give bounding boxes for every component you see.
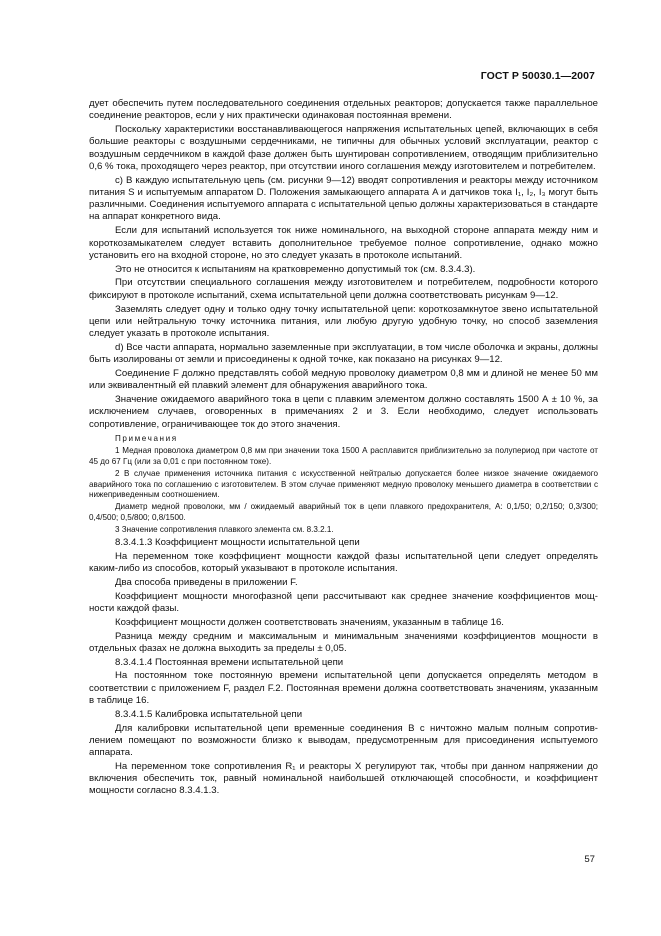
paragraph: дует обеспечить путем последовательного соединения отдельных реакторов; допускается также параллельное соединение реакторов, если у них практически одинаковая постоянная времени. — [89, 98, 598, 122]
paragraph: Поскольку характеристики восстанавливающегося напряжения испытательных цепей, включающих в себя большие реакторы с воздушными сердечниками, не типичны для обычных условий эксплуатации, реактор с воздушным сердечником в каждой фазе должен быть шунтирован сопротивлением, отводящим приблизительно 0,6 % тока, проходящего через реактор, при отсутствии иного соглашения между изготовителем и потребителем. — [89, 124, 598, 172]
paragraph: На постоянном токе постоянную времени испытательной цепи допускается определять методом в соответствии с приложением F, раздел F.2. Постоянная времени должна соответствовать значениям, указанным в таблице 16. — [89, 670, 598, 706]
note-item: 3 Значение сопротивления плавкого элемента см. 8.3.2.1. — [115, 524, 334, 534]
paragraph: На переменном токе сопротивления R₁ и реакторы X регулируют так, чтобы при данном напряжении до включения обеспечить ток, равный номинальной наибольшей отключающей способности, и коэффициент мощности согласно 8.3.4.1.3. — [89, 760, 598, 797]
paragraph: Если для испытаний используется ток ниже номинального, на выходной стороне аппарата между ним и короткозамыкателем следует вставить дополнительное требуемое полное сопротивление, однако можно установить его на входной стороне, но это следует указать в протоколе испытаний. — [89, 225, 598, 261]
paragraph: Разница между средним и максимальным и минимальным значениями коэффициентов мощности в отдельных фазах не должна выходить за пределы ± 0,05. — [89, 630, 598, 654]
paragraph: Это не относится к испытаниям на кратковременно допустимый ток (см. 8.3.4.3). — [115, 263, 476, 275]
note-item: Диаметр медной проволоки, мм / ожидаемый аварийный ток в цепи плавкого предохранителя, А: 0,1/50; 0,2/150; 0,3/300; 0,4/500; 0,5/800; 0,8/1500. — [89, 502, 598, 522]
section-heading: 8.3.4.1.5 Калибровка испытательной цепи — [115, 708, 303, 720]
notes-title: Примечания — [115, 433, 178, 443]
note-item: 1 Медная проволока диаметром 0,8 мм при значении тока 1500 А расплавится приблизительно за полупериод при частоте от 45 до 67 Гц (или за 0,01 с при постоянном токе). — [89, 446, 598, 467]
paragraph: d) Все части аппарата, нормально заземленные при эксплуатации, в том числе оболочка и экраны, должны быть изолированы от земли и присоединены к одной точке, как показано на рисунках 9—12. — [89, 341, 598, 366]
page-number: 57 — [584, 854, 595, 865]
paragraph: Для калибровки испытательной цепи временные соединения B с ничтожно малым полным сопротивлением помещают по возможности близко к выводам, предусмотренным для присоединения испытуемого аппарата. — [89, 722, 598, 759]
paragraph: На переменном токе коэффициент мощности каждой фазы испытательной цепи следует определять каким-либо из способов, который указывают в протоколе испытания. — [89, 550, 598, 574]
paragraph: Заземлять следует одну и только одну точку испытательной цепи: короткозамкнутое звено испытательной цепи или нейтральную точку источника питания, или любую другую удобную точку, но способ заземления следует указать в протоколе испытания. — [89, 303, 598, 340]
paragraph: Значение ожидаемого аварийного тока в цепи с плавким элементом должно составлять 1500 А ± 10 %, за исключением случаев, оговоренных в примечаниях 2 и 3. Если необходимо, следует использовать сопротивление, ограничивающее ток до этого значения. — [89, 394, 598, 430]
paragraph: При отсутствии специального соглашения между изготовителем и потребителем, подробности которого фиксируют в протоколе испытаний, схема испытательной цепи должна соответствовать рисункам 9—12. — [89, 277, 598, 301]
standard-header: ГОСТ Р 50030.1—2007 — [480, 70, 595, 82]
paragraph: Коэффициент мощности должен соответствовать значениям, указанным в таблице 16. — [115, 616, 504, 628]
paragraph: с) В каждую испытательную цепь (см. рисунки 9—12) вводят сопротивления и реакторы между источником питания S и испытуемым аппаратом D. Положения замыкающего аппарата A и датчиков тока I₁, I₂, I₃ могут быть различными. Соединения испытуемого аппарата с испытательной цепью должны характеризоваться в стандарте на аппарат конкретного вида. — [89, 174, 598, 223]
document-body — [89, 98, 598, 799]
note-item: 2 В случае применения источника питания с искусственной нейтралью допускается более низкое значение ожидаемого аварийного тока по соглашению с изготовителем. В этом случае применяют медную проволоку меньшего диаметра в соответствии с нижеприведенным соотношением. — [89, 469, 598, 500]
section-heading: 8.3.4.1.4 Постоянная времени испытательной цепи — [115, 656, 344, 668]
section-heading: 8.3.4.1.3 Коэффициент мощности испытательной цепи — [115, 536, 360, 548]
paragraph: Коэффициент мощности многофазной цепи рассчитывают как среднее значение коэффициентов мощности каждой фазы. — [89, 590, 598, 614]
paragraph: Два способа приведены в приложении F. — [115, 576, 298, 588]
paragraph: Соединение F должно представлять собой медную проволоку диаметром 0,8 мм и длиной не менее 50 мм или эквивалентный ей плавкий элемент для обнаружения аварийного тока. — [89, 368, 598, 392]
